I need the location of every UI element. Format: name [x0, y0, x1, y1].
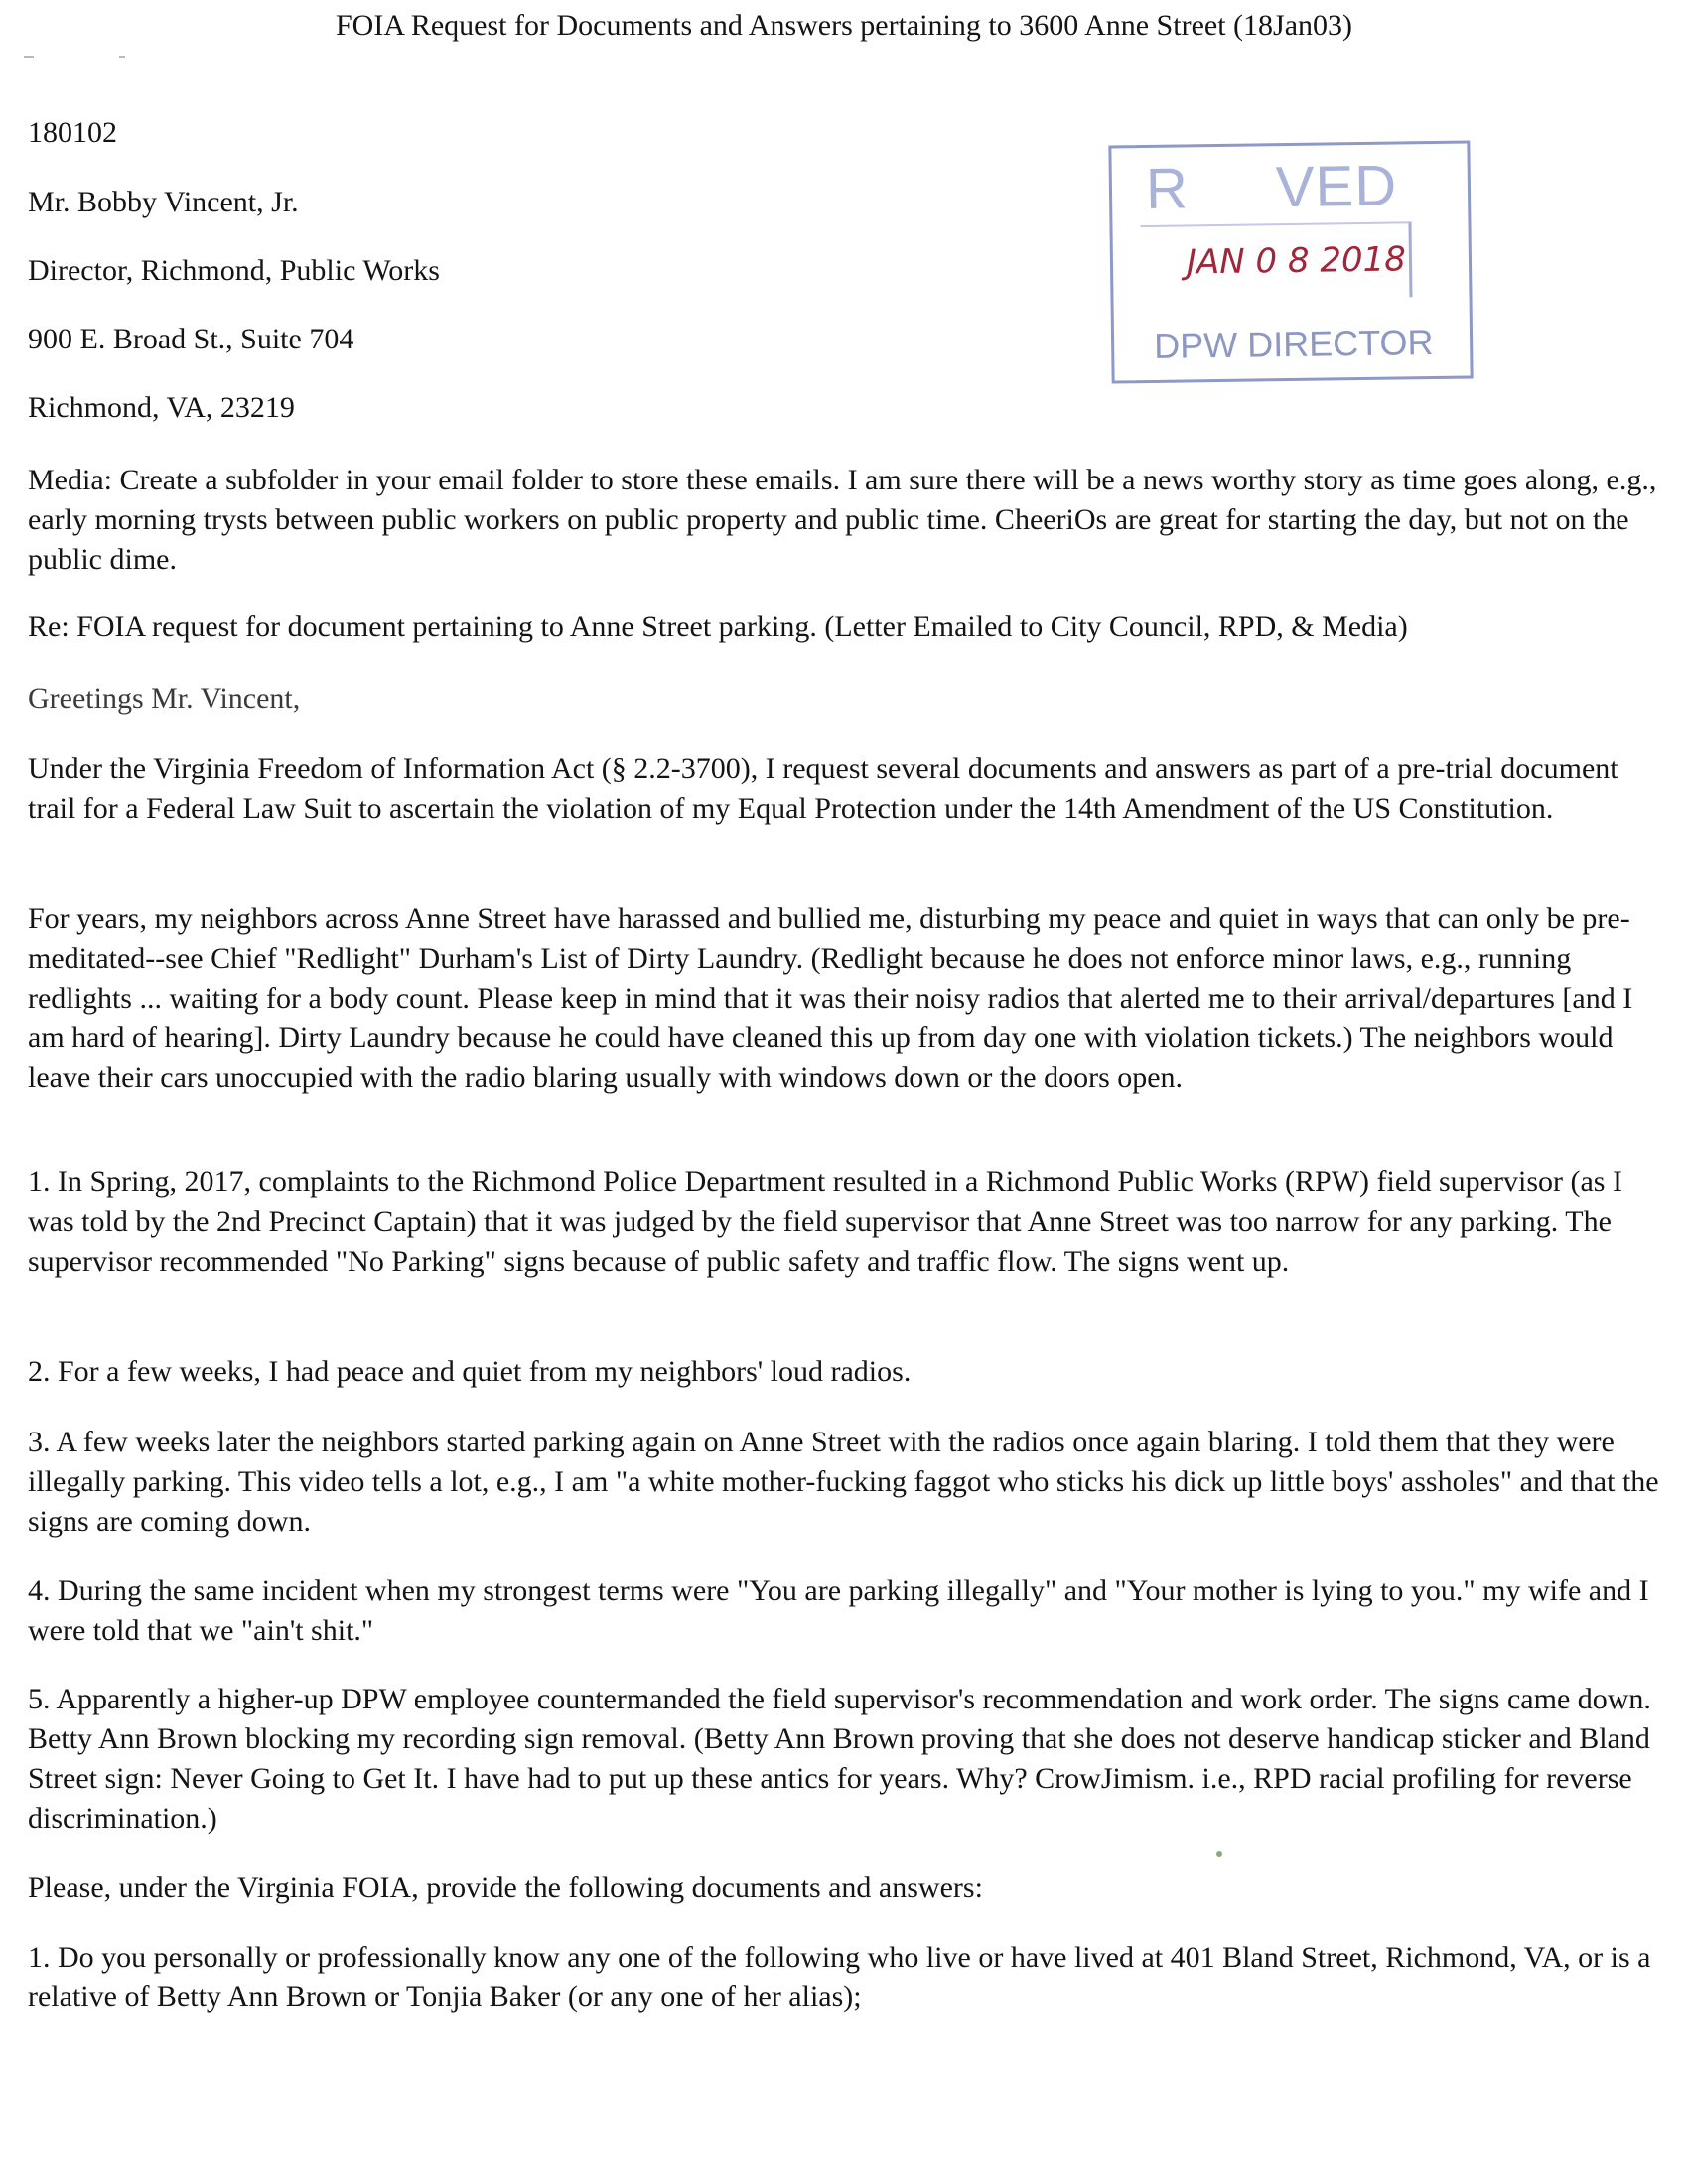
- stamp-office: DPW DIRECTOR: [1153, 322, 1434, 366]
- request-item-1: 1. Do you personally or professionally know any one of the following who live or have lived at 401 Bland Street, Richmond, VA, or is a relative of Betty Ann Brown or Tonjia Baker (or any one of her alias);: [28, 1941, 1651, 2013]
- media-note: Media: Create a subfolder in your email folder to store these emails. I am sure there will be a news worthy story as time goes along, e.g., early morning trysts between public workers on public property and public time. CheeriOs are great for starting the day, but not on the public dime.: [28, 464, 1657, 576]
- reference-number: 180102: [28, 116, 117, 149]
- numbered-item-1: 1. In Spring, 2017, complaints to the Richmond Police Department resulted in a Richmond Public Works (RPW) field supervisor (as I was told by the 2nd Precinct Captain) that it was judged by the field supervisor that Anne Street was too narrow for any parking. The supervisor recommended "No Parking" signs because of public safety and traffic flow. The signs went up.: [28, 1165, 1622, 1278]
- scan-mark: [24, 56, 34, 58]
- stamp-received-text: R VED: [1145, 153, 1398, 222]
- background-paragraph: For years, my neighbors across Anne Street have harassed and bullied me, disturbing my peace and quiet in ways that can only be pre-meditated--see Chief "Redlight" Durham's List of Dirty Laundry. (Redlight because he does not enforce minor laws, e.g., running redlights ... waiting for a body count. Please keep in mind that it was their noisy radios that alerted me to their arrival/departures [and I am hard of hearing]. Dirty Laundry because he could have cleaned this up from day one with violation tickets.) The neighbors would leave their cars unoccupied with the radio blaring usually with windows down or the doors open.: [28, 902, 1633, 1094]
- recipient-city: Richmond, VA, 23219: [28, 391, 295, 424]
- numbered-item-2: 2. For a few weeks, I had peace and quiet from my neighbors' loud radios.: [28, 1355, 912, 1388]
- intro-paragraph: Under the Virginia Freedom of Information Act (§ 2.2-3700), I request several documents and answers as part of a pre-trial document trail for a Federal Law Suit to ascertain the violation of my Equal Protection under the 14th Amendment of the US Constitution.: [28, 752, 1618, 825]
- recipient-street: 900 E. Broad St., Suite 704: [28, 323, 354, 355]
- recipient-title: Director, Richmond, Public Works: [28, 254, 440, 287]
- scan-mark: [119, 56, 125, 58]
- numbered-item-4: 4. During the same incident when my strongest terms were "You are parking illegally" and "Your mother is lying to you." my wife and I were told that we "ain't shit.": [28, 1574, 1649, 1647]
- stamp-date: JAN 0 8 2018: [1186, 239, 1407, 283]
- numbered-item-5: 5. Apparently a higher-up DPW employee countermanded the field supervisor's recommendation and work order. The signs came down. Betty Ann Brown blocking my recording sign removal. (Betty Ann Brown proving that she does not deserve handicap sticker and Bland Street sign: Never Going to Get It. I have had to put up these antics for years. Why? CrowJimism. i.e., RPD racial profiling for reverse discrimination.): [28, 1683, 1651, 1835]
- greeting: Greetings Mr. Vincent,: [28, 682, 301, 715]
- re-line: Re: FOIA request for document pertaining to Anne Street parking. (Letter Emailed to City Council, RPD, & Media): [28, 611, 1408, 643]
- scan-speck: [1216, 1851, 1222, 1857]
- recipient-name: Mr. Bobby Vincent, Jr.: [28, 186, 299, 218]
- numbered-item-3: 3. A few weeks later the neighbors started parking again on Anne Street with the radios once again blaring. I told them that they were illegally parking. This video tells a lot, e.g., I am "a white mother-fucking faggot who sticks his dick up little boys' assholes" and that the signs are coming down.: [28, 1426, 1659, 1538]
- received-stamp: [1108, 140, 1473, 383]
- request-intro: Please, under the Virginia FOIA, provide the following documents and answers:: [28, 1871, 983, 1904]
- document-title: FOIA Request for Documents and Answers pertaining to 3600 Anne Street (18Jan03): [336, 9, 1352, 42]
